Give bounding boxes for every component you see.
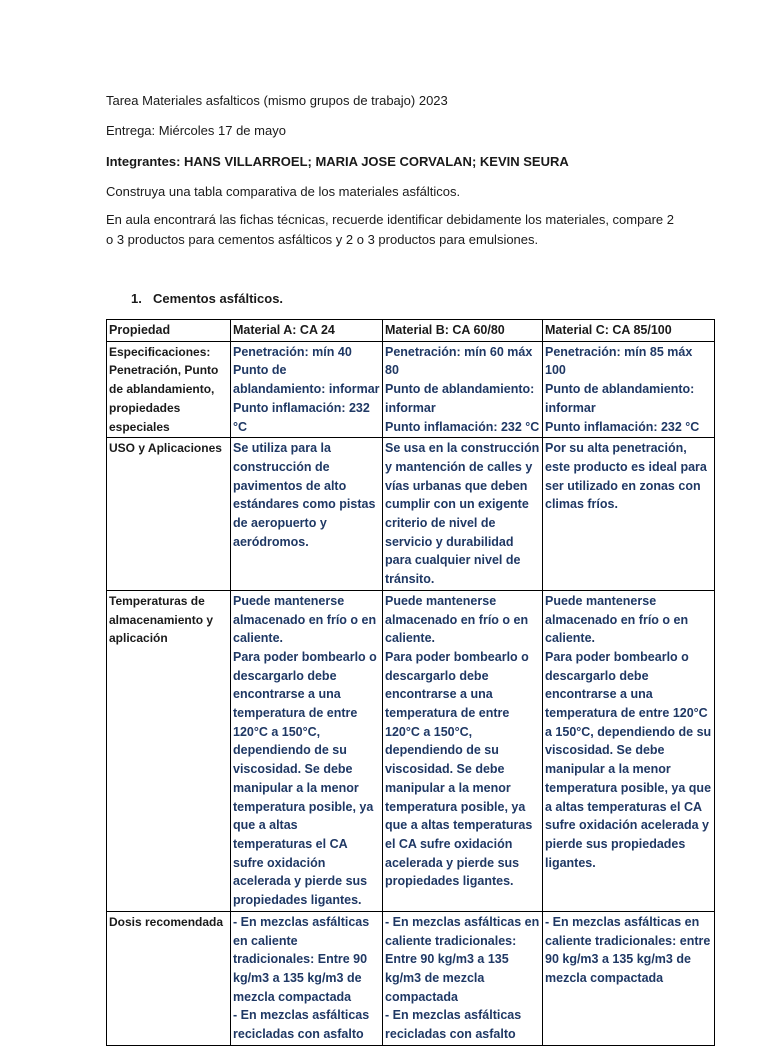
cell-specifications-c <box>543 341 715 438</box>
cell-text: Puede mantenerse almacenado en frío o en caliente. <box>545 593 689 646</box>
table-header-row <box>107 320 715 342</box>
comparison-table <box>106 319 715 1046</box>
row-label-dosage: Dosis recomendada <box>107 911 231 1045</box>
table-row <box>107 438 715 591</box>
cell-text: Penetración: mín 60 máx 80 <box>385 344 533 378</box>
cell-text: Punto de ablandamiento: informar <box>385 382 535 415</box>
cell-text: Puede mantenerse almacenado en frío o en caliente. <box>385 593 529 646</box>
cell-text: - En mezclas asfálticas recicladas con asfalto <box>233 1008 370 1042</box>
cell-text: Por su alta penetración, este producto es ideal para ser utilizado en zonas con climas fríos. <box>545 441 707 512</box>
members: Integrantes: HANS VILLARROEL; MARIA JOSE CORVALAN; KEVIN SEURA <box>106 154 569 169</box>
table-row <box>107 911 715 1045</box>
cell-uses-a <box>231 438 383 591</box>
cell-temperatures-a <box>231 590 383 911</box>
instruction: Construya una tabla comparativa de los materiales asfálticos. <box>106 184 461 199</box>
header-property: Propiedad <box>107 320 231 342</box>
cell-temperatures-c <box>543 590 715 911</box>
cell-dosage-c <box>543 911 715 1045</box>
row-label-specifications: Especificaciones: Penetración, Punto de ablandamiento, propiedades especiales <box>107 341 231 438</box>
cell-text: Punto inflamación: 232 °C <box>233 400 370 434</box>
due-date: Entrega: Miércoles 17 de mayo <box>106 123 286 138</box>
row-label-uses: USO y Aplicaciones <box>107 438 231 591</box>
cell-text: Se utiliza para la construcción de pavimentos de alto estándares como pistas de aeropuerto y aeródromos. <box>233 441 376 549</box>
cell-text: Puede mantenerse almacenado en frío o en caliente. <box>233 593 377 646</box>
cell-text: - En mezclas asfálticas en caliente tradicionales: Entre 90 kg/m3 a 135 kg/m3 de mezcla compactada <box>385 914 540 1004</box>
cell-text: Se usa en la construcción y mantención de calles y vías urbanas que deben cumplir con un exigente criterio de nivel de servicio y durabilidad para cualquier nivel de tránsito. <box>385 441 540 587</box>
cell-text: Punto de ablandamiento: informar <box>545 382 695 415</box>
cell-text: - En mezclas asfálticas en caliente tradicionales: Entre 90 kg/m3 a 135 kg/m3 de mezcla compactada <box>233 914 370 1004</box>
cell-text: Para poder bombearlo o descargarlo debe encontrarse a una temperatura de entre 120°C a 150°C, dependiendo de su viscosidad. Se debe manipular a la menor temperatura posible, ya que a altas temperaturas el CA sufre oxidación acelerada y pierde sus propiedades ligantes. <box>233 649 377 908</box>
cell-specifications-a <box>231 341 383 438</box>
cell-text: - En mezclas asfálticas recicladas con asfalto <box>385 1008 522 1042</box>
instruction-2-line-1: En aula encontrará las fichas técnicas, recuerde identificar debidamente los materiales, compare 2 <box>106 212 674 227</box>
cell-text: Punto inflamación: 232 °C <box>545 419 700 434</box>
header-material-b: Material B: CA 60/80 <box>383 320 543 342</box>
cell-specifications-b <box>383 341 543 438</box>
cell-dosage-a <box>231 911 383 1045</box>
cell-text: Para poder bombearlo o descargarlo debe encontrarse a una temperatura de entre 120°C a 150°C, dependiendo de su viscosidad. Se debe manipular a la menor temperatura posible, ya que a altas temperaturas el CA sufre oxidación acelerada y pierde sus propiedades ligantes. <box>545 649 712 870</box>
section-number: 1. <box>131 291 142 306</box>
cell-text: Penetración: mín 40 <box>233 344 352 359</box>
cell-temperatures-b <box>383 590 543 911</box>
header-material-a: Material A: CA 24 <box>231 320 383 342</box>
section-title: Cementos asfálticos. <box>153 291 284 306</box>
cell-text: Penetración: mín 85 máx 100 <box>545 344 693 378</box>
table-row <box>107 341 715 438</box>
header-material-c: Material C: CA 85/100 <box>543 320 715 342</box>
cell-dosage-b <box>383 911 543 1045</box>
task-title: Tarea Materiales asfalticos (mismo grupos de trabajo) 2023 <box>106 93 448 108</box>
cell-text: Para poder bombearlo o descargarlo debe encontrarse a una temperatura de entre 120°C a 150°C, dependiendo de su viscosidad. Se debe manipular a la menor temperatura posible, ya que a altas temperaturas el CA sufre oxidación acelerada y pierde sus propiedades ligantes. <box>385 649 533 889</box>
cell-uses-c <box>543 438 715 591</box>
table-row <box>107 590 715 911</box>
row-label-temperatures: Temperaturas de almacenamiento y aplicación <box>107 590 231 911</box>
instruction-2-line-2: o 3 productos para cementos asfálticos y 2 o 3 productos para emulsiones. <box>106 232 539 247</box>
cell-uses-b <box>383 438 543 591</box>
cell-text: Punto inflamación: 232 °C <box>385 419 540 434</box>
section-heading <box>131 291 283 306</box>
cell-text: Punto de ablandamiento: informar <box>233 363 380 397</box>
cell-text: - En mezclas asfálticas en caliente tradicionales: entre 90 kg/m3 a 135 kg/m3 de mezcla compactada <box>545 914 711 985</box>
